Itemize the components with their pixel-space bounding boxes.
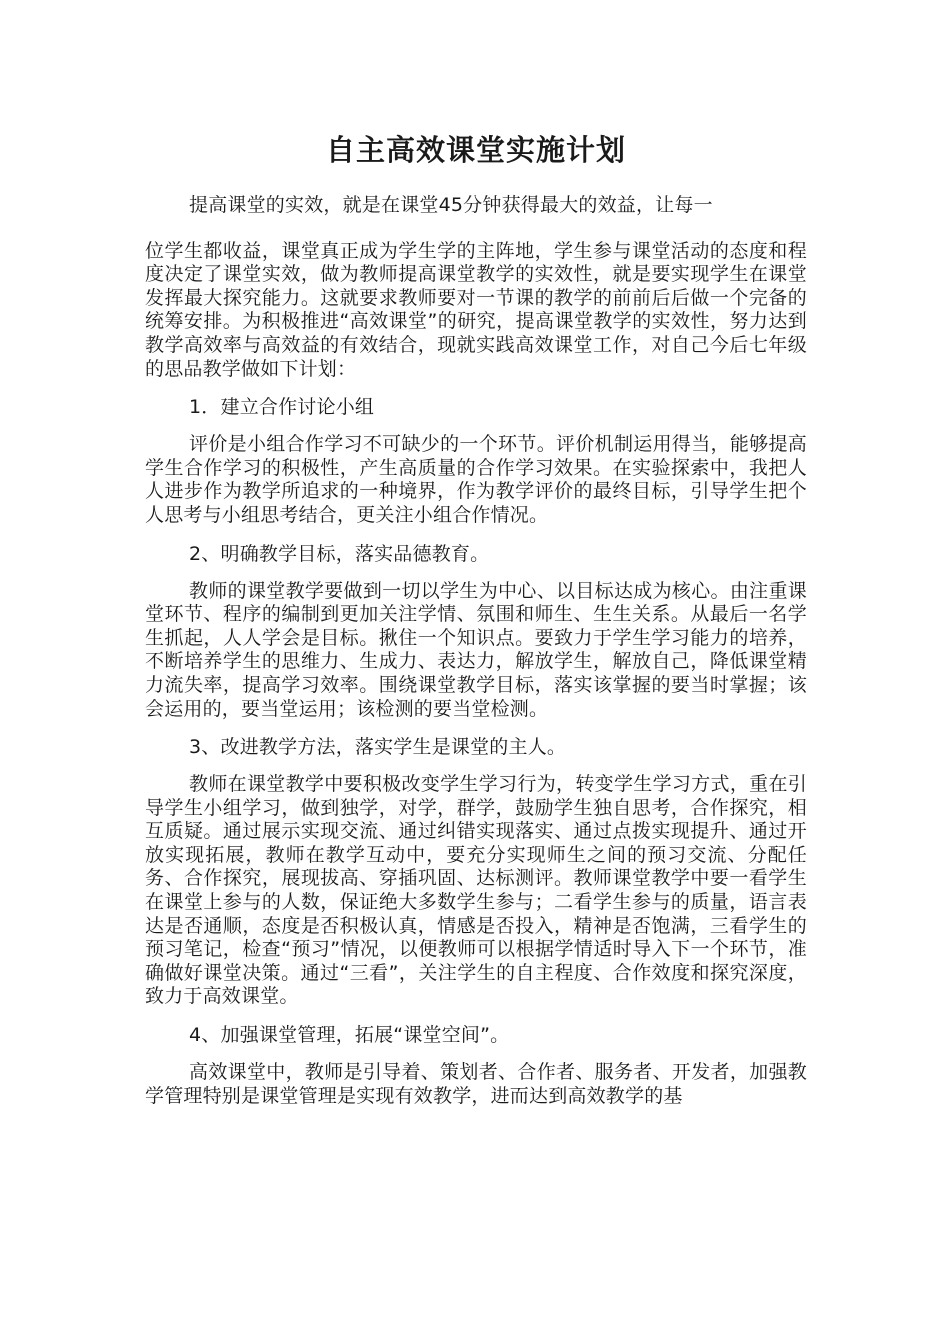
intro-paragraph	[145, 194, 807, 381]
section-3-body: 教师在课堂教学中要积极改变学生学习行为，转变学生学习方式，重在引导学生小组学习，做到独学，对学，群学，鼓励学生独自思考，合作探究，相互质疑。通过展示实现交流、通过纠错实现落实、通过点拨实现提升、通过开放实现拓展，教师在教学互动中，要充分实现师生之间的预习交流、分配任务、合作探究，展现拔高、穿插巩固、达标测评。教师课堂教学中要一看学生在课堂上参与的人数，保证绝大多数学生参与；二看学生参与的质量，语言表达是否通顺，态度是否积极认真，情感是否投入，精神是否饱满，三看学生的预习笔记，检查“预习”情况，以便教师可以根据学情适时导入下一个环节，准确做好课堂决策。通过“三看”，关注学生的自主程度、合作效度和探究深度，致力于高效课堂。	[145, 773, 807, 1008]
intro-first-line: 提高课堂的实效，就是在课堂45分钟获得最大的效益，让每一	[189, 194, 713, 216]
section-2-body: 教师的课堂教学要做到一切以学生为中心、以目标达成为核心。由注重课堂环节、程序的编制到更加关注学情、氛围和师生、生生关系。从最后一名学生抓起，人人学会是目标。揪住一个知识点。要致力于学生学习能力的培养，不断培养学生的思维力、生成力、表达力，解放学生，解放自己，降低课堂精力流失率，提高学习效率。围绕课堂教学目标，落实该掌握的要当时掌握；该会运用的，要当堂运用；该检测的要当堂检测。	[145, 579, 807, 720]
document-title: 自主高效课堂实施计划	[325, 133, 626, 167]
section-4-heading: 4、加强课堂管理，拓展“课堂空间”。	[189, 1024, 510, 1047]
section-3-heading: 3、改进教学方法，落实学生是课堂的主人。	[189, 736, 567, 759]
document-page	[145, 126, 807, 1122]
section-4-body: 高效课堂中，教师是引导着、策划者、合作者、服务者、开发者，加强教学管理特别是课堂管理是实现有效教学，进而达到高效教学的基	[145, 1061, 807, 1107]
section-1-heading: 1．建立合作讨论小组	[189, 396, 375, 419]
section-2-heading: 2、明确教学目标，落实品德教育。	[189, 542, 490, 565]
intro-body: 位学生都收益，课堂真正成为学生学的主阵地，学生参与课堂活动的态度和程度决定了课堂实效，做为教师提高课堂教学的实效性，就是要实现学生在课堂发挥最大探究能力。这就要求教师要对一节课的教学的前前后后做一个完备的统筹安排。为积极推进“高效课堂”的研究，提高课堂教学的实效性，努力达到教学高效率与高效益的有效结合，现就实践高效课堂工作，对自己今后七年级的思品教学做如下计划：	[145, 239, 807, 380]
section-1-body: 评价是小组合作学习不可缺少的一个环节。评价机制运用得当，能够提高学生合作学习的积极性，产生高质量的合作学习效果。在实验探索中，我把人人进步作为教学所追求的一种境界，作为教学评价的最终目标，引导学生把个人思考与小组思考结合，更关注小组合作情况。	[145, 433, 807, 526]
